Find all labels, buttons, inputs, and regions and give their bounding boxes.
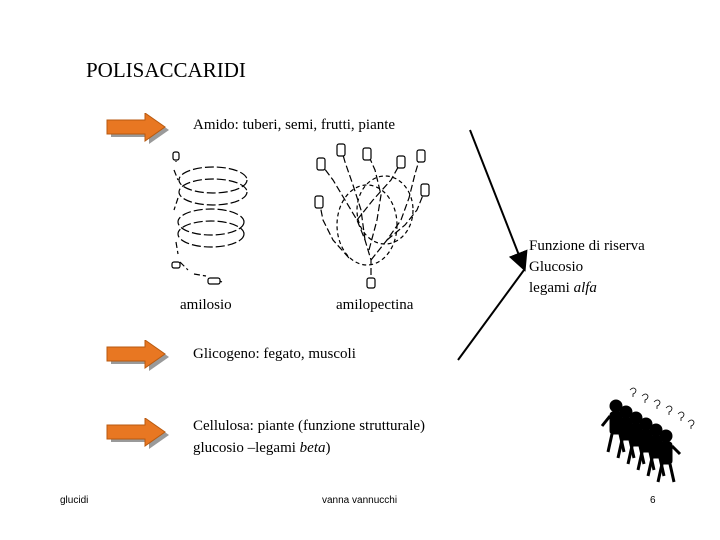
cellulosa-block: [193, 415, 425, 459]
amylose-helix-icon: [168, 150, 258, 290]
glicogeno-rest: fegato, muscoli: [259, 346, 356, 362]
legami-text: legami: [529, 280, 574, 296]
funzione-line3: [529, 278, 645, 299]
amido-head: Amido:: [193, 117, 239, 133]
amilopectina-label: amilopectina: [336, 297, 414, 313]
people-line-icon: [598, 386, 698, 491]
beta-text: beta: [299, 440, 326, 456]
amylopectin-branch-icon: [305, 140, 435, 290]
amido-rest: tuberi, semi, frutti, piante: [238, 117, 396, 133]
glicogeno-head: Glicogeno:: [193, 346, 260, 362]
cellulosa-head: Cellulosa:: [193, 418, 254, 434]
page-number: 6: [650, 495, 656, 506]
funzione-line2: Glucosio: [529, 259, 584, 275]
footer-center: vanna vannucchi: [322, 495, 398, 506]
funzione-block: [529, 236, 645, 299]
amilosio-label: amilosio: [180, 297, 232, 313]
funzione-line1: Funzione di riserva: [529, 238, 645, 254]
footer-left: glucidi: [60, 495, 89, 506]
cellulosa-line2: [193, 437, 425, 459]
close-paren: ): [325, 440, 331, 456]
glucosio-legami-text: glucosio –legami: [193, 440, 300, 456]
cellulosa-line1: [193, 415, 425, 437]
glicogeno-line: [193, 346, 356, 363]
amido-line: [193, 117, 395, 134]
cellulosa-rest: piante (funzione strutturale): [253, 418, 426, 434]
slide-title: POLISACCARIDI: [86, 58, 246, 82]
alfa-text: alfa: [573, 280, 597, 296]
